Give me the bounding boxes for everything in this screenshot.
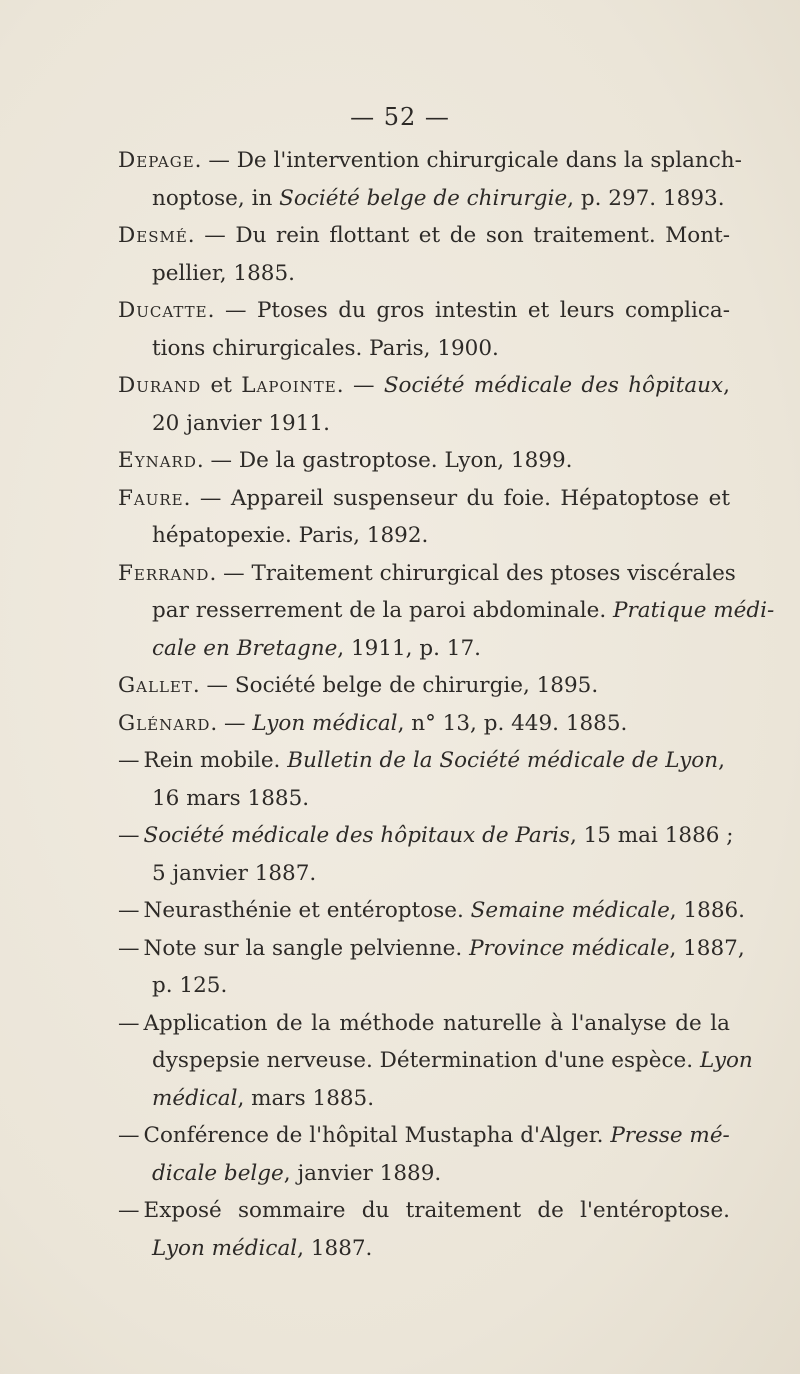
entry-first-line	[118, 480, 730, 518]
entry-continuation-line	[118, 405, 730, 443]
entry-separator: . —	[187, 223, 236, 248]
entry-separator: . —	[183, 485, 231, 511]
entry-first-line	[118, 217, 730, 255]
bibliography-entry	[118, 705, 730, 743]
entry-text: par resserrement de la paroi abdominale.	[152, 598, 614, 623]
entry-text: tions chirurgicales. Paris, 1900.	[152, 335, 499, 361]
entry-continuation-line	[118, 517, 730, 555]
entry-text: Exposé sommaire du traitement de l'entéroptose.	[143, 1198, 730, 1223]
entry-text: , 1887.	[297, 1235, 373, 1261]
entry-text: 16 mars 1885.	[152, 785, 310, 811]
entry-title-italic: Société belge de chirurgie	[279, 185, 568, 211]
entry-title-italic: Société médicale des hôpitaux de Paris	[143, 823, 570, 848]
entry-text: Du rein flottant et de son traitement. Mont-	[235, 223, 730, 248]
entry-author: Durand	[118, 373, 202, 398]
entry-first-line	[118, 930, 745, 968]
bibliography-entry	[118, 442, 730, 480]
entry-first-line	[118, 1005, 730, 1043]
entry-title-italic: Province médicale	[469, 935, 670, 961]
entry-text: Société belge de chirurgie, 1895.	[234, 673, 599, 698]
entry-first-line	[118, 1117, 730, 1155]
entry-first-line	[118, 742, 730, 780]
entry-title-italic: médical	[152, 1085, 238, 1111]
entry-text: Traitement chirurgical des ptoses viscérales	[251, 560, 736, 586]
entry-text: Ptoses du gros intestin et leurs complica-	[256, 298, 730, 323]
entry-tail: , 15 mai 1886 ;	[569, 823, 734, 848]
bibliography-list	[118, 142, 775, 1267]
entry-text: , p. 297. 1893.	[567, 185, 725, 211]
entry-separator: . —	[194, 148, 237, 173]
entry-title-italic: Lyon	[699, 1048, 753, 1073]
entry-tail: , 1887,	[669, 935, 745, 961]
entry-dash: —	[118, 898, 140, 923]
entry-tail: , 1886.	[669, 898, 746, 923]
entry-title-italic: Société médicale des hôpitaux	[383, 373, 724, 398]
entry-text: 20 janvier 1911.	[152, 410, 330, 436]
entry-continuation-line	[118, 630, 730, 668]
entry-first-line	[118, 142, 742, 180]
entry-text: , n° 13, p. 449. 1885.	[397, 710, 628, 736]
entry-dash: —	[118, 935, 140, 961]
entry-author: Ducatte	[118, 298, 208, 323]
bibliography-entry	[118, 292, 730, 367]
entry-text: p. 125.	[152, 973, 228, 998]
entry-text: pellier, 1885.	[152, 260, 295, 286]
entry-text: Neurasthénie et entéroptose.	[143, 898, 471, 923]
bibliography-entry	[118, 217, 730, 292]
entry-first-line	[118, 367, 730, 405]
entry-author: Gallet	[118, 673, 193, 698]
entry-continuation-line	[118, 780, 730, 818]
entry-text: 5 janvier 1887.	[152, 860, 317, 886]
entry-author: Depage	[118, 148, 195, 173]
entry-continuation-line	[118, 592, 775, 630]
entry-dash: —	[118, 748, 140, 773]
entry-text: hépatopexie. Paris, 1892.	[152, 523, 429, 548]
entry-title-italic: Presse mé-	[610, 1123, 730, 1148]
entry-text: De la gastroptose. Lyon, 1899.	[238, 448, 573, 473]
entry-text: ,	[723, 373, 730, 398]
entry-continuation-line	[118, 255, 730, 293]
bibliography-entry	[118, 1192, 730, 1267]
entry-tail: ,	[718, 748, 725, 773]
entry-text: Conférence de l'hôpital Mustapha d'Alger.	[143, 1123, 611, 1148]
entry-text: noptose, in	[152, 185, 280, 211]
entry-text: , 1911, p. 17.	[337, 635, 481, 661]
entry-first-line	[118, 817, 734, 855]
bibliography-entry	[118, 667, 730, 705]
entry-text: , janvier 1889.	[283, 1160, 442, 1186]
entry-separator: . —	[336, 373, 384, 398]
entry-text: dyspepsie nerveuse. Détermination d'une espèce.	[152, 1048, 700, 1073]
entry-first-line	[118, 667, 730, 705]
entry-dash: —	[118, 1010, 140, 1036]
bibliography-entry	[118, 142, 742, 217]
entry-continuation-line	[118, 1042, 753, 1080]
entry-text: , mars 1885.	[237, 1085, 375, 1111]
entry-dash: —	[118, 1123, 140, 1148]
entry-author: Eynard	[118, 448, 197, 473]
entry-separator: . —	[192, 673, 235, 698]
entry-dash: —	[118, 823, 140, 848]
bibliography-entry	[118, 367, 730, 442]
bibliography-entry	[118, 930, 745, 1005]
entry-separator: . —	[207, 298, 257, 323]
entry-title-italic: Pratique médi-	[613, 598, 775, 623]
entry-title-italic: Lyon médical	[152, 1235, 298, 1261]
entry-dash: —	[118, 1198, 140, 1223]
entry-continuation-line	[118, 855, 730, 893]
entry-first-line	[118, 442, 730, 480]
entry-text: Application de la méthode naturelle à l'analyse de la	[143, 1010, 730, 1036]
entry-text: Rein mobile.	[143, 748, 288, 773]
bibliography-entry	[118, 555, 775, 668]
bibliography-entry	[118, 817, 734, 892]
entry-separator: . —	[210, 710, 253, 736]
entry-continuation-line	[118, 1230, 730, 1268]
bibliography-entry	[118, 892, 746, 930]
bibliography-entry	[118, 1005, 753, 1118]
entry-first-line	[118, 555, 736, 593]
entry-title-italic: Bulletin de la Société médicale de Lyon	[287, 748, 719, 773]
bibliography-entry	[118, 480, 730, 555]
entry-text: Note sur la sangle pelvienne.	[143, 935, 470, 961]
entry-text: De l'intervention chirurgicale dans la splanch-	[236, 148, 742, 173]
entry-first-line	[118, 705, 730, 743]
entry-author: Lapointe	[241, 373, 337, 398]
entry-text: Appareil suspenseur du foie. Hépatoptose et	[230, 485, 730, 511]
entry-first-line	[118, 892, 746, 930]
entry-continuation-line	[118, 967, 730, 1005]
entry-first-line	[118, 292, 730, 330]
entry-author: Ferrand	[118, 560, 210, 586]
entry-title-italic: Lyon médical	[252, 710, 398, 736]
entry-first-line	[118, 1192, 730, 1230]
entry-title-italic: cale en Bretagne	[152, 635, 338, 661]
bibliography-entry	[118, 1117, 730, 1192]
page-number: — 52 —	[350, 103, 450, 131]
entry-author: Desmé	[118, 223, 188, 248]
entry-author: Faure	[118, 485, 184, 511]
bibliography-entry	[118, 742, 730, 817]
entry-separator: . —	[196, 448, 239, 473]
entry-continuation-line	[118, 1080, 730, 1118]
entry-author: Glénard	[118, 710, 211, 736]
entry-title-italic: dicale belge	[152, 1160, 284, 1186]
entry-continuation-line	[118, 180, 730, 218]
entry-continuation-line	[118, 1155, 730, 1193]
entry-continuation-line	[118, 330, 730, 368]
entry-separator: . —	[209, 560, 252, 586]
entry-title-italic: Semaine médicale	[470, 898, 670, 923]
entry-conjunction: et	[201, 373, 242, 398]
